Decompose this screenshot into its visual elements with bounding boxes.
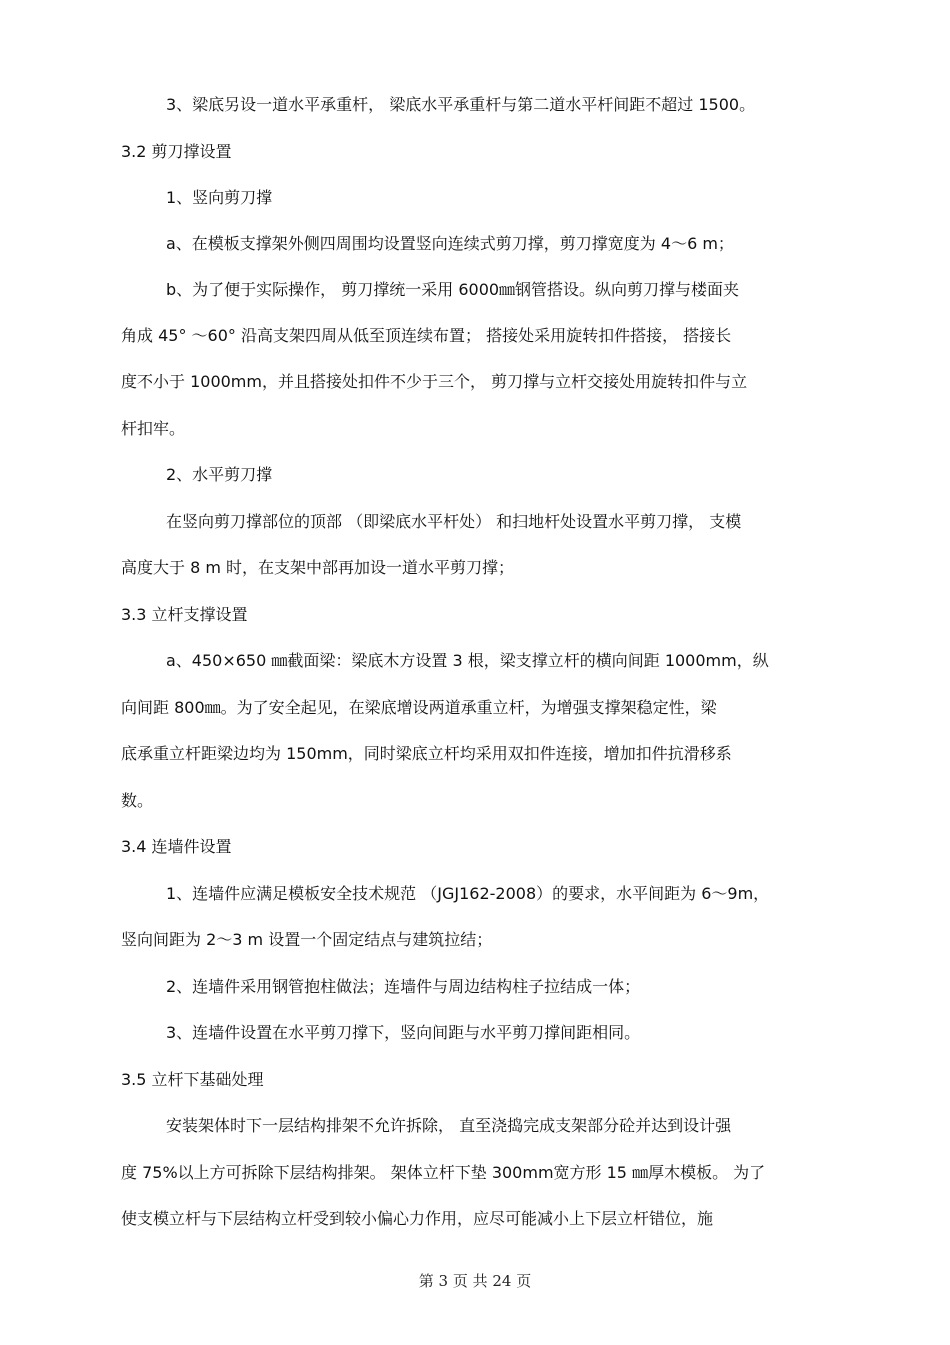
text-line: 竖向间距为 2～3 m 设置一个固定结点与建筑拉结；	[121, 930, 493, 949]
text-line: 度 75%以上方可拆除下层结构排架。 架体立杆下垫 300mm宽方形 15 ㎜厚木模板。 为了	[121, 1163, 766, 1182]
text-line: 度不小于 1000mm，并且搭接处扣件不少于三个， 剪刀撑与立杆交接处用旋转扣件与立	[121, 372, 748, 391]
text-line: 安装架体时下一层结构排架不允许拆除， 直至浇捣完成支架部分砼并达到设计强	[166, 1116, 732, 1135]
text-line: 杆扣牢。	[121, 419, 186, 438]
subheading: 2、水平剪刀撑	[166, 465, 273, 484]
text-line: 底承重立杆距梁边均为 150mm，同时梁底立杆均采用双扣件连接，增加扣件抗滑移系	[121, 744, 732, 763]
text-line: 向间距 800㎜。为了安全起见，在梁底增设两道承重立杆，为增强支撑架稳定性，梁	[121, 698, 717, 717]
text-line: 角成 45° ～60° 沿高支架四周从低至顶连续布置； 搭接处采用旋转扣件搭接， 搭接长	[121, 326, 732, 345]
text-line: 数。	[121, 791, 154, 810]
section-heading: 3.5 立杆下基础处理	[121, 1070, 264, 1089]
text-line: 使支模立杆与下层结构立杆受到较小偏心力作用，应尽可能减小上下层立杆错位，施	[121, 1209, 714, 1228]
section-heading: 3.4 连墙件设置	[121, 837, 232, 856]
text-line: 高度大于 8 m 时，在支架中部再加设一道水平剪刀撑；	[121, 558, 515, 577]
section-heading: 3.2 剪刀撑设置	[121, 142, 232, 161]
text-line: 3、梁底另设一道水平承重杆， 梁底水平承重杆与第二道水平杆间距不超过 1500。	[166, 95, 756, 114]
text-line: 1、连墙件应满足模板安全技术规范 （JGJ162-2008）的要求，水平间距为 6～9m，	[166, 884, 770, 903]
text-line: a、450×650 ㎜截面梁：梁底木方设置 3 根，梁支撑立杆的横向间距 1000mm，纵	[166, 651, 769, 670]
section-heading: 3.3 立杆支撑设置	[121, 605, 248, 624]
text-line: b、为了便于实际操作， 剪刀撑统一采用 6000㎜钢管搭设。纵向剪刀撑与楼面夹	[166, 280, 740, 299]
text-line: 3、连墙件设置在水平剪刀撑下，竖向间距与水平剪刀撑间距相同。	[166, 1023, 641, 1042]
text-line: 在竖向剪刀撑部位的顶部 （即梁底水平杆处） 和扫地杆处设置水平剪刀撑， 支模	[166, 512, 742, 531]
subheading: 1、竖向剪刀撑	[166, 188, 273, 207]
text-line: 2、连墙件采用钢管抱柱做法；连墙件与周边结构柱子拉结成一体；	[166, 977, 641, 996]
text-line: a、在模板支撑架外侧四周围均设置竖向连续式剪刀撑，剪刀撑宽度为 4～6 m；	[166, 234, 734, 253]
page-footer: 第 3 页 共 24 页	[418, 1272, 532, 1290]
